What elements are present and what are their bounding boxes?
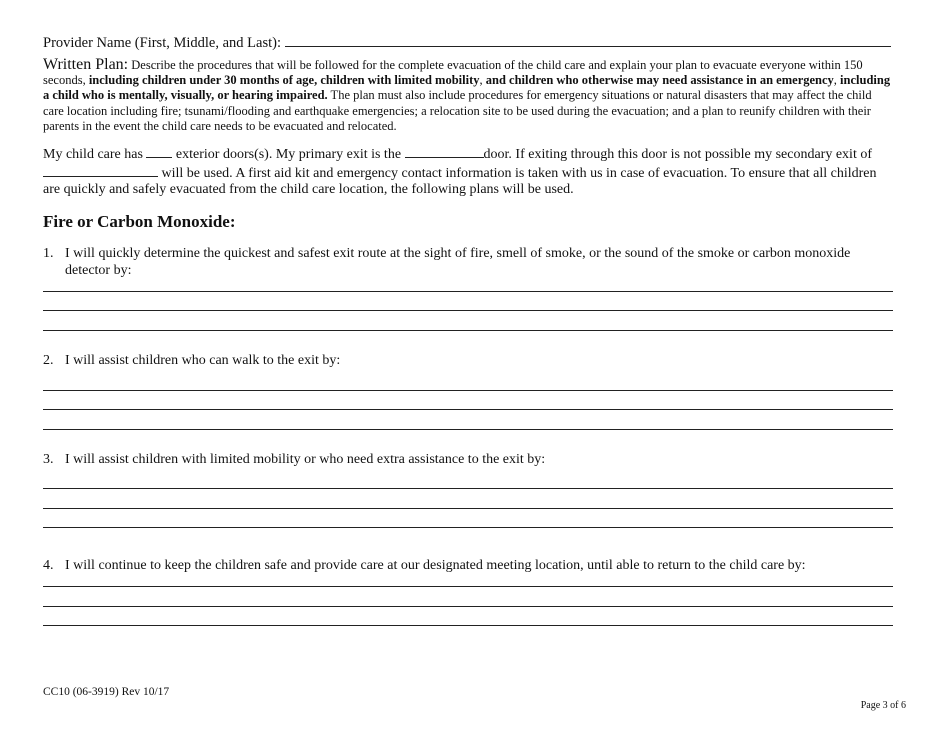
plan-bold-text: and children who otherwise may need assistance in an emergency [485, 73, 834, 88]
answer-line[interactable] [43, 606, 893, 607]
doors-text: exterior doors(s). My primary exit is the [172, 147, 405, 162]
page-number: Page 3 of 6 [860, 700, 906, 711]
answer-line[interactable] [43, 409, 893, 410]
question-text: I will continue to keep the children safe and provide care at our designated meeting location, until able to return to the child care by: [65, 558, 806, 573]
answer-line[interactable] [43, 625, 893, 626]
answer-line[interactable] [43, 527, 893, 528]
question-text: I will assist children with limited mobility or who need extra assistance to the exit by: [65, 452, 546, 467]
doors-text: My child care has [43, 147, 147, 162]
exit-doors-paragraph [43, 145, 893, 199]
question-number: 3. [43, 452, 54, 467]
question-2 [43, 353, 893, 371]
primary-exit-field[interactable] [405, 145, 484, 158]
provider-name-row [43, 34, 898, 52]
answer-line[interactable] [43, 508, 893, 509]
written-plan-instructions [43, 57, 893, 134]
question-4 [43, 558, 893, 576]
secondary-exit-field[interactable] [43, 164, 158, 177]
form-id: CC10 (06-3919) Rev 10/17 [43, 686, 170, 698]
section-heading: Fire or Carbon Monoxide: [43, 212, 236, 231]
provider-name-label: Provider Name (First, Middle, and Last): [43, 35, 281, 51]
question-text: I will quickly determine the quickest and safest exit route at the sight of fire, smell of smoke, or the sound of the smoke or carbon monoxide [65, 246, 851, 261]
plan-bold-text: including children under 30 months of age, children with limited mobility [88, 73, 480, 88]
plan-text: , [833, 73, 841, 88]
question-text: I will assist children who can walk to the exit by: [65, 353, 341, 368]
question-number: 4. [43, 558, 54, 573]
answer-line[interactable] [43, 586, 893, 587]
answer-line[interactable] [43, 488, 893, 489]
answer-line[interactable] [43, 390, 893, 391]
question-number: 1. [43, 246, 54, 261]
plan-text: , [479, 73, 486, 88]
doors-text: will be used. A first aid kit and emergency contact information is taken with us in case of evacuation. To ensure that all children are quickly and safely evacuated from the child care location, the following plans will be used. [43, 165, 877, 197]
answer-line[interactable] [43, 330, 893, 331]
question-text-continued: detector by: [65, 262, 132, 278]
answer-line[interactable] [43, 291, 893, 292]
provider-name-field[interactable] [285, 34, 891, 47]
plan-text: The plan must also include procedures for emergency situations or natural disasters that may affect the child care location including fire; tsunami/flooding and earthquake emergencies; a relocation site to be used during the evacuation; and a plan to reunify children with their parents in the event the child care needs to be evacuated and relocated. [43, 88, 872, 133]
plan-text: Describe the procedures that will be followed for the complete evacuation of the child care and explain your plan to evacuate everyone within 150 seconds, [43, 58, 863, 88]
door-count-field[interactable] [146, 145, 172, 158]
answer-line[interactable] [43, 310, 893, 311]
question-1 [43, 246, 893, 280]
doors-text: door. If exiting through this door is not possible my secondary exit of [483, 147, 872, 162]
question-number: 2. [43, 353, 54, 368]
plan-bold-text: including a child who is mentally, visually, or hearing impaired. [43, 73, 891, 103]
answer-line[interactable] [43, 429, 893, 430]
question-3 [43, 452, 893, 470]
written-plan-lead: Written Plan: [43, 56, 129, 73]
